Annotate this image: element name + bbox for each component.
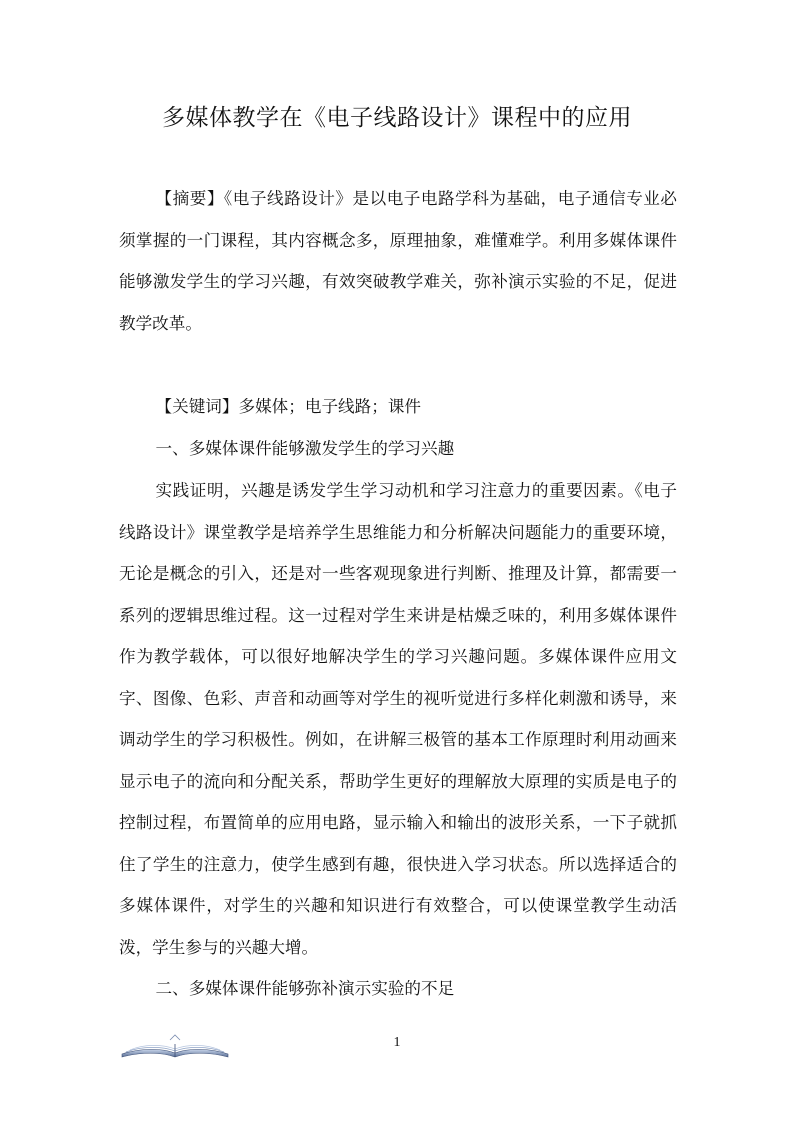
page-number: 1 xyxy=(393,1035,401,1050)
section-heading-2: 二、多媒体课件能够弥补演示实验的不足 xyxy=(155,979,455,998)
abstract-paragraph: 【摘要】《电子线路设计》是以电子电路学科为基础，电子通信专业必须掌握的一门课程，其内容概念多，原理抽象，难懂难学。利用多媒体课件能够激发学生的学习兴趣，有效突破教学难关，弥补演示实验的不足，促进教学改革。 xyxy=(119,189,677,333)
section-1-paragraph: 实践证明，兴趣是诱发学生学习动机和学习注意力的重要因素。《电子线路设计》课堂教学是培养学生思维能力和分析解决问题能力的重要环境，无论是概念的引入，还是对一些客观现象进行判断、推理及计算，都需要一系列的逻辑思维过程。这一过程对学生来讲是枯燥乏味的，利用多媒体课件作为教学载体，可以很好地解决学生的学习兴趣问题。多媒体课件应用文字、图像、色彩、声音和动画等对学生的视听觉进行多样化刺激和诱导，来调动学生的学习积极性。例如，在讲解三极管的基本工作原理时利用动画来显示电子的流向和分配关系，帮助学生更好的理解放大原理的实质是电子的控制过程，布置简单的应用电路，显示输入和输出的波形关系，一下子就抓住了学生的注意力，使学生感到有趣，很快进入学习状态。所以选择适合的多媒体课件，对学生的兴趣和知识进行有效整合，可以使课堂教学生动活泼，学生参与的兴趣大增。 xyxy=(119,481,677,957)
open-book-icon xyxy=(120,1032,230,1060)
document-title: 多媒体教学在《电子线路设计》课程中的应用 xyxy=(162,105,632,131)
section-heading-1: 一、多媒体课件能够激发学生的学习兴趣 xyxy=(155,439,455,458)
keywords-line: 【关键词】多媒体；电子线路；课件 xyxy=(155,397,422,416)
